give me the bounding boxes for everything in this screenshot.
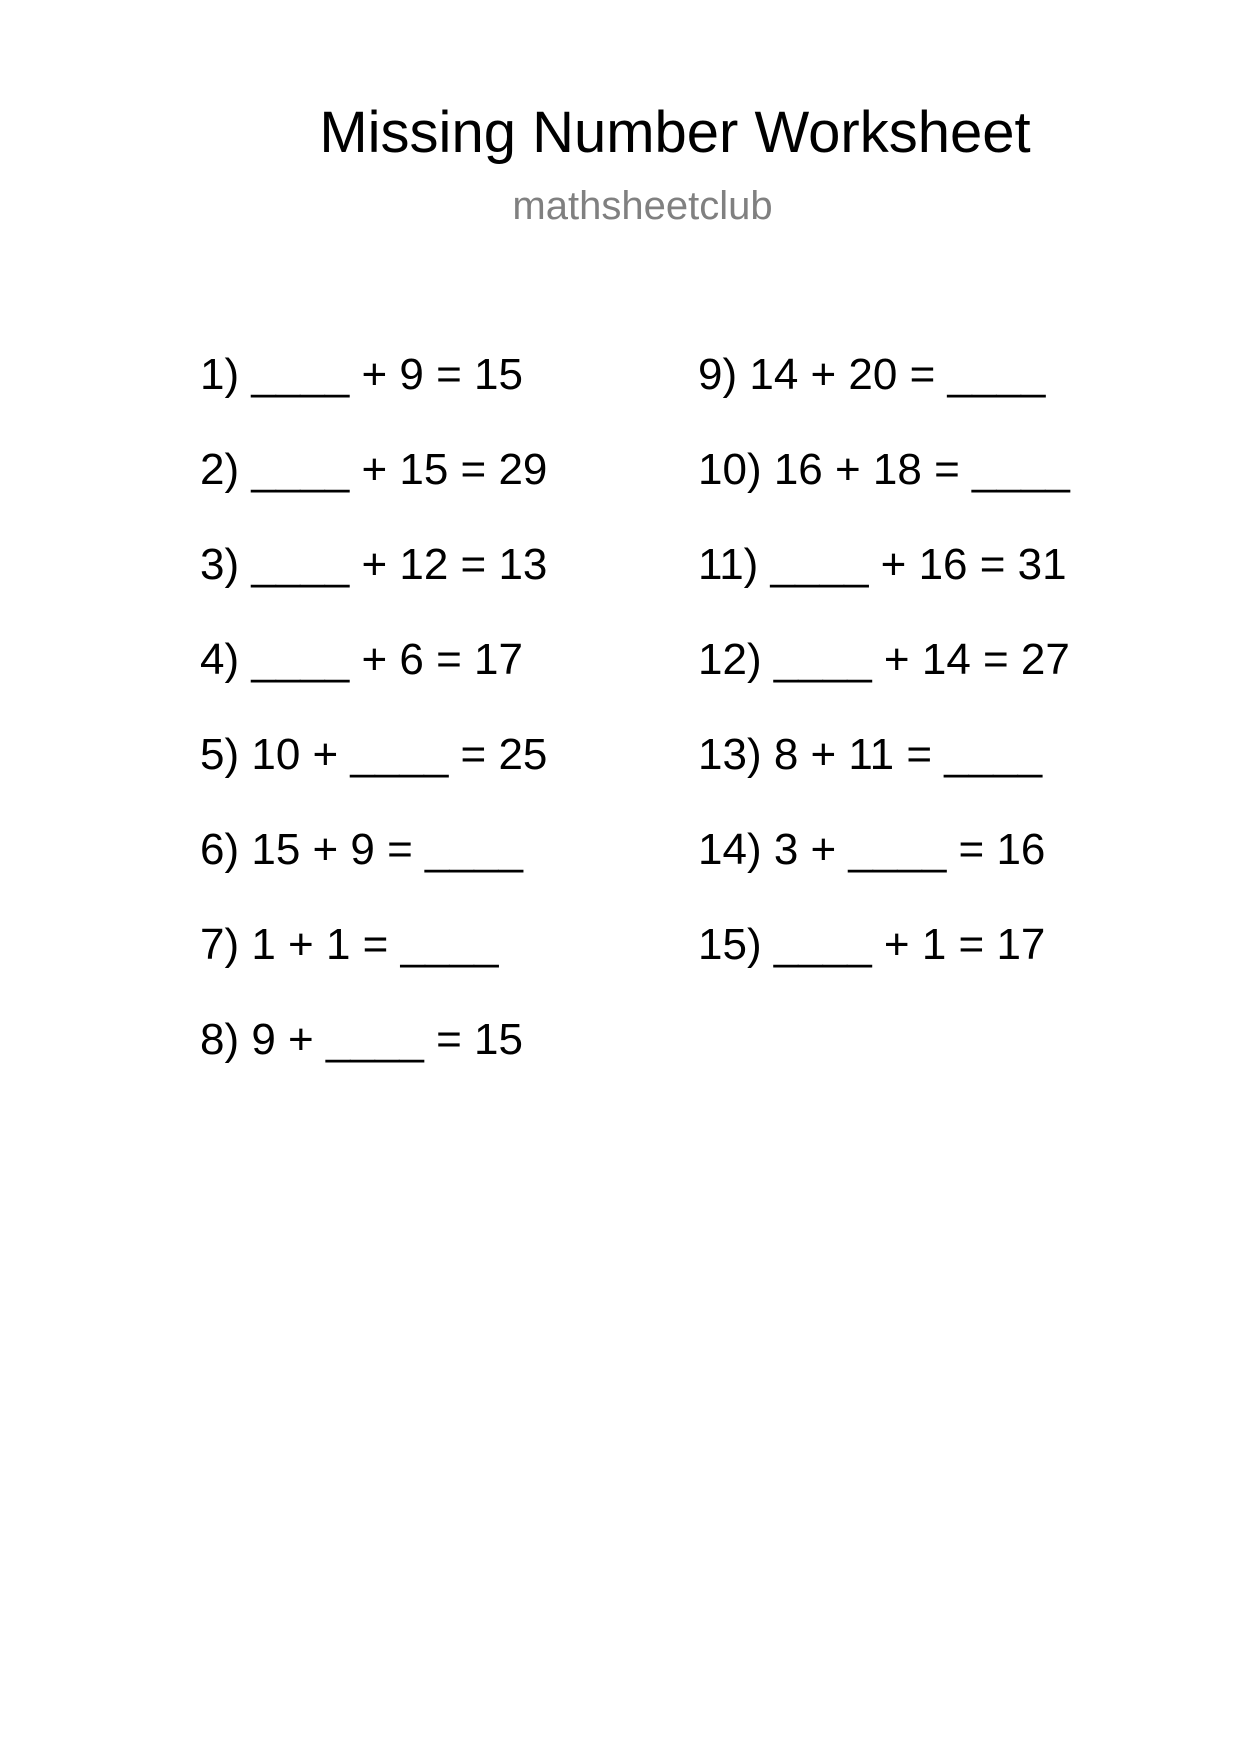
worksheet-title: Missing Number Worksheet	[319, 100, 1031, 165]
worksheet-subtitle: mathsheetclub	[512, 184, 773, 228]
problem-4: 4) ____ + 6 = 17	[200, 635, 523, 684]
problem-12: 12) ____ + 14 = 27	[698, 635, 1070, 684]
problem-8: 8) 9 + ____ = 15	[200, 1015, 523, 1064]
problem-9: 9) 14 + 20 = ____	[698, 350, 1046, 399]
problems-column-right	[698, 345, 1070, 1010]
problem-6: 6) 15 + 9 = ____	[200, 825, 523, 874]
problem-11: 11) ____ + 16 = 31	[698, 540, 1067, 589]
problem-3: 3) ____ + 12 = 13	[200, 540, 548, 589]
problem-1: 1) ____ + 9 = 15	[200, 350, 523, 399]
problems-column-left	[200, 345, 547, 1105]
problem-15: 15) ____ + 1 = 17	[698, 920, 1046, 969]
problem-5: 5) 10 + ____ = 25	[200, 730, 548, 779]
problem-10: 10) 16 + 18 = ____	[698, 445, 1070, 494]
problem-14: 14) 3 + ____ = 16	[698, 825, 1046, 874]
problem-7: 7) 1 + 1 = ____	[200, 920, 499, 969]
problem-13: 13) 8 + 11 = ____	[698, 730, 1043, 779]
problem-2: 2) ____ + 15 = 29	[200, 445, 548, 494]
